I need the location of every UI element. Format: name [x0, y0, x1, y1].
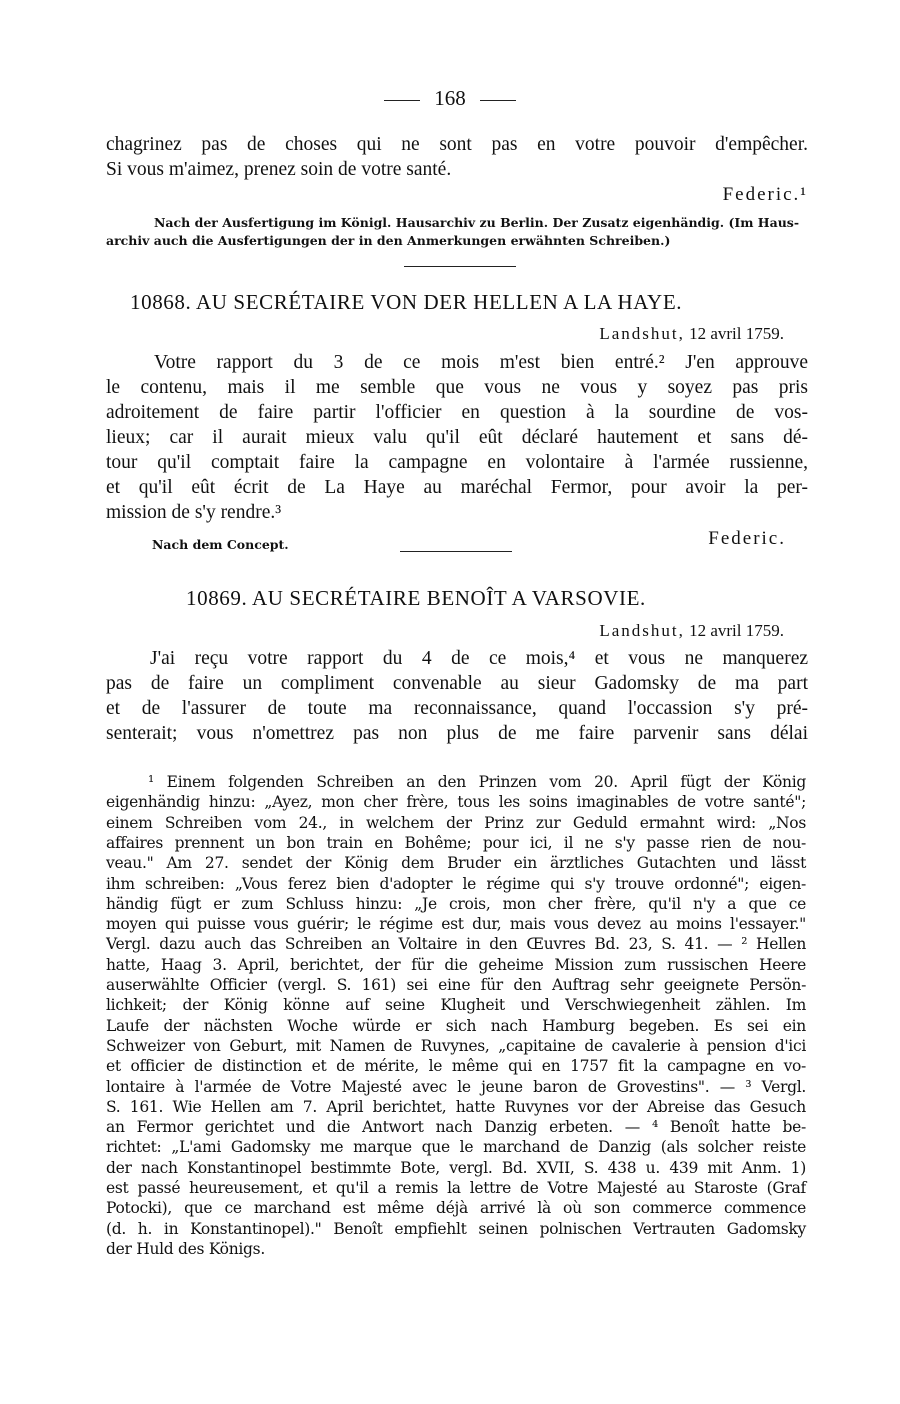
footnote-line: S. 161. Wie Hellen am 7. April berichtet, hatte Ruvynes vor der Abreise das Gesuch — [106, 1097, 806, 1116]
page-number-left-rule — [384, 100, 420, 101]
letter-heading: 10868. AU SECRÉTAIRE VON DER HELLEN A LA HAYE. — [130, 290, 683, 314]
dateline-place: Landshut, — [599, 621, 685, 640]
dateline-place: Landshut, — [599, 324, 685, 343]
dateline-date: 12 avril 1759. — [689, 324, 784, 343]
letter-heading: 10869. AU SECRÉTAIRE BENOÎT A VARSOVIE. — [186, 586, 646, 610]
footnote-line: affaires prennent un bon train en Bohême; pour ici, il ne s'y passe rien de nou- — [106, 833, 806, 852]
signature: Federic. — [708, 528, 786, 549]
dateline — [599, 324, 784, 344]
text-line: et de l'assurer de toute ma reconnaissance, quand l'occassion s'y pré- — [106, 698, 808, 719]
footnote-line: händig fügt er zum Schluss hinzu: „Je crois, mon cher frère, qu'il n'y a que ce — [106, 894, 806, 913]
text-line: mission de s'y rendre.³ — [106, 502, 282, 523]
dateline — [599, 621, 784, 641]
dateline-date: 12 avril 1759. — [689, 621, 784, 640]
footnote-line: an Fermor gerichtet und die Antwort nach Danzig erbeten. — ⁴ Benoît hatte be- — [106, 1118, 806, 1137]
separator-rule — [400, 551, 512, 552]
source-note-line: Nach der Ausfertigung im Königl. Hausarchiv zu Berlin. Der Zusatz eigenhändig. (Im Haus- — [154, 215, 800, 230]
footnote-line: (d. h. in Konstantinopel)." Benoît empfiehlt seinen polnischen Vertrauten Gadomsky — [106, 1219, 806, 1238]
footnote-line: Potocki), que ce marchand est même déjà arrivé là où son commerce commence — [106, 1199, 806, 1218]
footnote-line: der Huld des Königs. — [106, 1239, 265, 1258]
page-number-right-rule — [480, 100, 516, 101]
footnote-line: auserwählte Officier (vergl. S. 161) sei eine für den Auftrag sehr geeignete Persön- — [106, 976, 806, 994]
footnote-line: Schweizer von Geburt, mit Namen de Ruvynes, „capitaine de cavalerie à pension d'ici — [106, 1036, 806, 1055]
footnote-line: ihm schreiben: „Vous ferez bien d'adopter le régime qui s'y trouve ordonné"; eigen- — [106, 874, 806, 893]
source-note-line: archiv auch die Ausfertigungen der in den Anmerkungen erwähnten Schreiben.) — [106, 233, 671, 248]
footnote-line: lontaire à l'armée de Votre Majesté avec le jeune baron de Grovestins". — ³ Vergl. — [106, 1077, 806, 1096]
separator-rule — [404, 266, 516, 267]
footnote-line: lichkeit; der König könne auf seine Klugheit und Verschwiegenheit zählen. Im — [106, 996, 806, 1015]
text-line: adroitement de faire partir l'officier en question à la sourdine de vos- — [106, 402, 808, 423]
footnote-line: richtet: „L'ami Gadomsky me marque que le marchand de Danzig (als solcher reiste — [106, 1138, 806, 1157]
footnote-line: Laufe der nächsten Woche würde er sich nach Hamburg begeben. Es sei ein — [106, 1016, 806, 1035]
text-line: senterait; vous n'omettrez pas non plus de me faire parvenir sans délai — [106, 723, 808, 744]
footnote-line: Vergl. dazu auch das Schreiben an Voltaire in den Œuvres Bd. 23, S. 41. — ² Hellen — [106, 935, 806, 954]
page-number — [0, 86, 900, 111]
text-line: Votre rapport du 3 de ce mois m'est bien entré.² J'en approuve — [154, 352, 808, 373]
text-line: et qu'il eût écrit de La Haye au maréchal Fermor, pour avoir la per- — [106, 477, 808, 498]
text-line: le contenu, mais il me semble que vous ne vous y soyez pas pris — [106, 377, 808, 398]
source-note: Nach dem Concept. — [152, 537, 289, 552]
text-line: J'ai reçu votre rapport du 4 de ce mois,⁴ et vous ne manquerez — [150, 648, 808, 669]
footnote-line: hatte, Haag 3. April, berichtet, der für die geheime Mission zum russischen Heere — [106, 955, 806, 974]
footnote-line: ¹ Einem folgenden Schreiben an den Prinzen vom 20. April fügt der König — [148, 773, 806, 791]
footnote-line: der nach Konstantinopel bestimmte Bote, vergl. Bd. XVII, S. 438 u. 439 mit Anm. 1) — [106, 1158, 806, 1177]
text-line: Si vous m'aimez, prenez soin de votre santé. — [106, 159, 452, 180]
text-line: chagrinez pas de choses qui ne sont pas en votre pouvoir d'empêcher. — [106, 134, 808, 155]
page-number-text: 168 — [434, 86, 466, 110]
footnote-line: eigenhändig hinzu: „Ayez, mon cher frère, tous les soins imaginables de votre santé"; — [106, 793, 806, 812]
text-line: lieux; car il aurait mieux valu qu'il eût déclaré hautement et sans dé- — [106, 427, 808, 448]
footnote-line: est passé heureusement, et qu'il a remis la lettre de Votre Majesté au Staroste (Graf — [106, 1179, 806, 1197]
footnote-line: veau." Am 27. sendet der König dem Bruder ein ärztliches Gutachten und lässt — [106, 854, 806, 873]
signature: Federic.¹ — [722, 184, 808, 205]
footnote-line: einem Schreiben vom 24., in welchem der Prinz zur Geduld ermahnt wird: „Nos — [106, 813, 806, 832]
footnote-line: moyen qui puisse vous guérir; le régime est dur, mais vous devez au moins l'essayer." — [106, 915, 806, 934]
text-line: pas de faire un compliment convenable au sieur Gadomsky de ma part — [106, 673, 808, 694]
text-line: tour qu'il comptait faire la campagne en volontaire à l'armée russienne, — [106, 452, 808, 473]
footnote-line: et officier de distinction et de mérite, le même qui en 1757 fit la campagne en vo- — [106, 1057, 806, 1076]
